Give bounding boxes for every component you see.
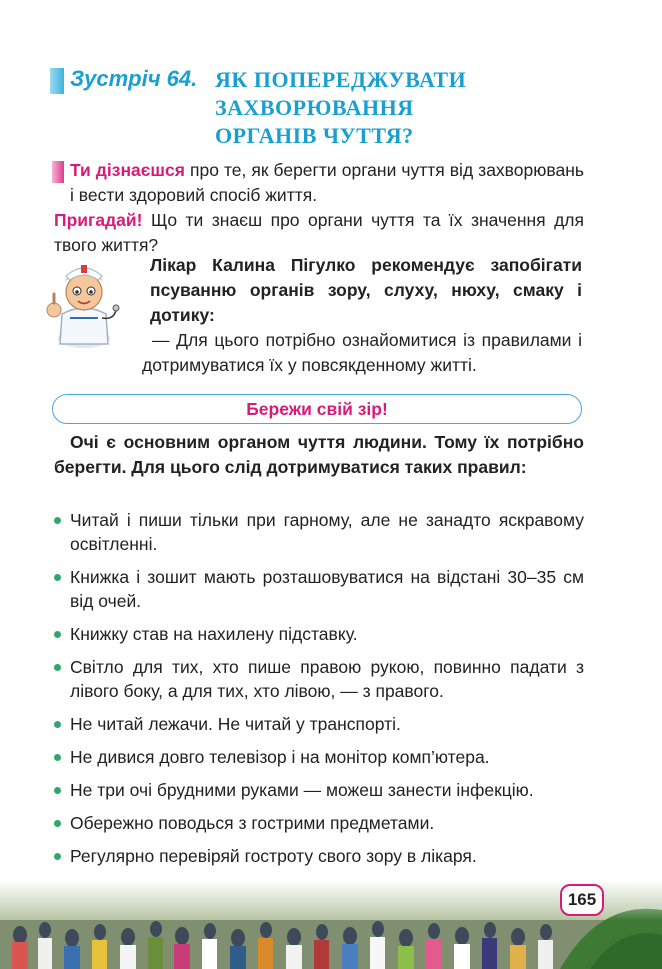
section-title: Бережи свій зір! bbox=[246, 398, 388, 419]
rules-list bbox=[52, 508, 584, 877]
recall-label: Пригадай! bbox=[54, 210, 143, 230]
section-banner bbox=[52, 394, 582, 424]
section-intro: Очі є основним органом чуття людини. Тому їх потрібно берегти. Для цього слід дотримуватися таких правил: bbox=[54, 432, 584, 477]
list-item: Читай і пиши тільки при гарному, але не занадто яскравому освітленні. bbox=[52, 508, 584, 556]
recall-text: Що ти знаєш про органи чуття та їх значення для твого життя? bbox=[54, 210, 584, 255]
lesson-marker bbox=[50, 68, 64, 94]
lesson-number: Зустріч 64. bbox=[70, 66, 198, 91]
page-number-badge bbox=[560, 884, 604, 916]
bullet-icon bbox=[54, 664, 61, 671]
learn-text: про те, як берегти органи чуття від захворювань і вести здоровий спосіб життя. bbox=[70, 160, 584, 205]
list-item: Не дивися довго телевізор і на монітор комп’ютера. bbox=[52, 745, 584, 769]
list-item: Не три очі брудними руками — можеш занести інфекцію. bbox=[52, 778, 584, 802]
list-item: Світло для тих, хто пише правою рукою, повинно падати з лівого боку, а для тих, хто лівою, — з правого. bbox=[52, 655, 584, 703]
learn-paragraph bbox=[70, 158, 584, 208]
page-number: 165 bbox=[567, 890, 597, 909]
doctor-quote: — Для цього потрібно ознайомитися із правилами і дотримуватися їх у повсякденному житті. bbox=[142, 330, 582, 375]
list-item: Обережно поводься з гострими предметами. bbox=[52, 811, 584, 835]
doctor-recommendation: Лікар Калина Пігулко рекомендує запобігати псуванню органів зору, слуху, нюху, смаку і дотику: bbox=[150, 255, 582, 325]
bullet-icon bbox=[54, 721, 61, 728]
bullet-icon bbox=[54, 754, 61, 761]
bullet-icon bbox=[54, 517, 61, 524]
bullet-icon bbox=[54, 631, 61, 638]
list-item: Книжку став на нахилену підставку. bbox=[52, 622, 584, 646]
recall-paragraph bbox=[54, 208, 584, 258]
list-item: Регулярно перевіряй гостроту свого зору в лікаря. bbox=[52, 844, 584, 868]
lesson-title bbox=[215, 66, 575, 150]
lesson-title-line: ЗАХВОРЮВАННЯ bbox=[215, 95, 414, 120]
learn-label: Ти дізнаєшся bbox=[70, 160, 185, 180]
doctor-illustration bbox=[40, 258, 126, 350]
bullet-icon bbox=[54, 853, 61, 860]
lesson-title-line: ОРГАНІВ ЧУТТЯ? bbox=[215, 123, 414, 148]
bullet-icon bbox=[54, 574, 61, 581]
bullet-icon bbox=[54, 820, 61, 827]
list-item: Не читай лежачи. Не читай у транспорті. bbox=[52, 712, 584, 736]
list-item: Книжка і зошит мають розташовуватися на відстані 30–35 см від очей. bbox=[52, 565, 584, 613]
learn-marker bbox=[52, 161, 64, 183]
lesson-title-line: ЯК ПОПЕРЕДЖУВАТИ bbox=[215, 67, 467, 92]
bullet-icon bbox=[54, 787, 61, 794]
